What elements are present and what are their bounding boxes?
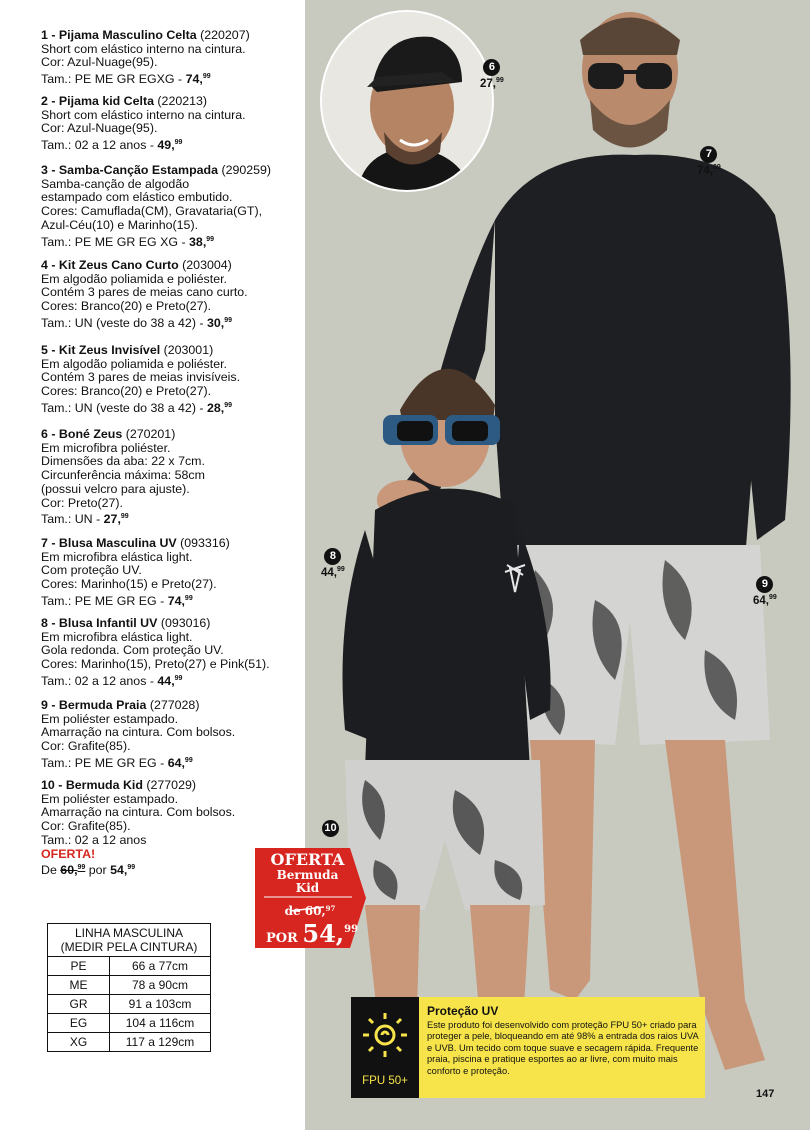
product-desc: Em microfibra poliéster.	[41, 440, 171, 455]
product-price-cents: 99	[174, 139, 183, 147]
cap-inset-photo	[320, 10, 494, 192]
product-price: 44,	[157, 673, 175, 688]
size-range: 66 a 77cm	[110, 957, 211, 976]
product-desc: Cores: Branco(20) e Preto(27).	[41, 384, 212, 399]
marker-price-cents: 99	[496, 77, 504, 84]
product-price-cents: 99	[174, 674, 183, 682]
product-code: (203001)	[163, 343, 214, 357]
product-price: 49,	[157, 138, 175, 153]
product-desc: Contém 3 pares de meias cano curto.	[41, 285, 248, 300]
product-sizes: Tam.: 02 a 12 anos -	[41, 138, 158, 153]
badge-por-text: POR	[265, 931, 303, 946]
product-desc: Em poliéster estampado.	[41, 711, 179, 726]
badge-title: OFERTA	[270, 850, 345, 869]
price-marker-8	[321, 548, 345, 579]
product-desc: Em algodão poliamida e poliéster.	[41, 271, 227, 286]
product-desc: Cor: Azul-Nuage(95).	[41, 121, 158, 136]
product-price: 64,	[167, 755, 185, 770]
product-desc: Contém 3 pares de meias invisíveis.	[41, 370, 241, 385]
product-number: 2	[41, 94, 48, 108]
table-row	[48, 957, 211, 976]
marker-price: 44,	[321, 567, 337, 579]
product-code: (220207)	[200, 28, 250, 42]
product-item: 6 - Boné Zeus (270201) Em microfibra poliéster. Dimensões da aba: 22 x 7cm. Circunferência máxima: 58cm (possui velcro para ajuste). Cor: Preto(27). Tam.: UN - 27,99	[41, 428, 303, 527]
product-name: Pijama kid Celta	[58, 94, 154, 108]
offer-new-price: 54,	[110, 863, 128, 878]
badge-old-price: 60,	[304, 904, 326, 918]
product-sizes: Tam.: PE ME GR EG -	[41, 593, 168, 608]
offer-new-price-cents: 99	[127, 864, 136, 872]
product-sizes: Tam.: UN -	[41, 512, 104, 527]
product-list-column	[0, 0, 305, 1130]
product-desc: Gola redonda. Com proteção UV.	[41, 643, 224, 658]
product-number: 7	[41, 536, 48, 550]
product-number: 9	[41, 698, 48, 712]
badge-old-price-cents: 97	[325, 904, 336, 913]
product-code: (093316)	[180, 536, 230, 550]
product-desc: Em poliéster estampado.	[41, 791, 179, 806]
size-range: 91 a 103cm	[110, 995, 211, 1014]
product-name: Kit Zeus Cano Curto	[58, 258, 179, 272]
product-price-cents: 99	[202, 73, 211, 81]
product-desc: Cores: Branco(20) e Preto(27).	[41, 299, 212, 314]
product-desc: Amarração na cintura. Com bolsos.	[41, 725, 236, 740]
product-code: (277029)	[146, 778, 196, 792]
product-desc: Em algodão poliamida e poliéster.	[41, 356, 227, 371]
product-desc: (possui velcro para ajuste).	[41, 481, 190, 496]
marker-price: 27,	[480, 78, 496, 90]
badge-new-price-cents: 99	[344, 924, 359, 935]
product-desc: Em microfibra elástica light.	[41, 629, 193, 644]
product-desc: Cores: Camuflada(CM), Gravataria(GT),	[41, 204, 263, 219]
product-code: (220213)	[157, 94, 208, 108]
price-marker-6	[480, 59, 504, 90]
product-sizes: Tam.: PE ME GR EG -	[41, 755, 168, 770]
size-code: XG	[48, 1033, 110, 1052]
product-number: 4	[41, 258, 48, 272]
marker-price-cents: 99	[713, 164, 721, 171]
product-number: 5	[41, 343, 48, 357]
product-item: 10 - Bermuda Kid (277029) Em poliéster estampado. Amarração na cintura. Com bolsos. Cor: Grafite(85). Tam.: 02 a 12 anos OFERTA! De 60,99 por 54,99	[41, 779, 303, 878]
product-code: (277028)	[149, 698, 200, 712]
cap-model-illustration	[322, 12, 494, 192]
uv-protection-box	[351, 997, 705, 1098]
product-price-cents: 99	[224, 401, 232, 409]
product-desc: Azul-Céu(10) e Marinho(15).	[41, 217, 199, 232]
product-price: 74,	[185, 72, 203, 87]
product-desc: Com proteção UV.	[41, 563, 142, 578]
product-desc: Cor: Grafite(85).	[41, 739, 131, 754]
product-desc: estampado com elástico embutido.	[41, 190, 233, 205]
size-code: EG	[48, 1014, 110, 1033]
fpu-label: FPU 50+	[362, 1075, 408, 1087]
sun-icon	[351, 997, 419, 1077]
uv-title: Proteção UV	[427, 1004, 499, 1018]
product-sizes: Tam.: UN (veste do 38 a 42) -	[41, 315, 207, 330]
product-item: 9 - Bermuda Praia (277028) Em poliéster estampado. Amarração na cintura. Com bolsos. Cor: Grafite(85). Tam.: PE ME GR EG - 64,99	[41, 699, 303, 771]
product-number: 3	[41, 163, 48, 177]
size-range: 78 a 90cm	[110, 976, 211, 995]
product-code: (290259)	[221, 163, 272, 177]
size-table-title: LINHA MASCULINA	[74, 926, 184, 940]
offer-badge	[252, 845, 368, 951]
product-desc: Cor: Grafite(85).	[41, 819, 131, 834]
product-desc: Cores: Marinho(15), Preto(27) e Pink(51).	[41, 657, 270, 672]
product-sizes: Tam.: UN (veste do 38 a 42) -	[41, 400, 207, 415]
product-sizes: Tam.: PE ME GR EGXG -	[41, 72, 186, 87]
product-name: Kit Zeus Invisível	[58, 343, 161, 357]
size-range: 104 a 116cm	[110, 1014, 211, 1033]
offer-old-price-cents: 99	[77, 864, 86, 872]
size-table-header	[48, 924, 211, 957]
price-marker-10	[322, 820, 339, 838]
size-code: PE	[48, 957, 110, 976]
product-name: Blusa Masculina UV	[58, 536, 177, 550]
product-sizes: Tam.: 02 a 12 anos -	[41, 673, 158, 688]
uv-description: Este produto foi desenvolvido com proteção FPU 50+ criado para proteger a pele, bloqueando em até 98% a entrada dos raios UVA e UVB. Um tecido com toque suave e secagem rápida. Frequente praia, piscina e pratique esportes ao ar livre, com muito mais conforto e proteção.	[427, 1020, 699, 1076]
marker-price: 64,	[753, 595, 769, 607]
product-price-cents: 99	[184, 594, 193, 602]
size-code: ME	[48, 976, 110, 995]
size-code: GR	[48, 995, 110, 1014]
badge-product-line2: Kid	[295, 881, 320, 895]
product-price-cents: 99	[184, 756, 193, 764]
product-desc: Em microfibra elástica light.	[41, 549, 193, 564]
marker-number: 8	[324, 548, 341, 565]
product-item: 5 - Kit Zeus Invisível (203001) Em algodão poliamida e poliéster. Contém 3 pares de meias invisíveis. Cores: Branco(20) e Preto(27). Tam.: UN (veste do 38 a 42) - 28,99	[41, 344, 303, 416]
badge-de-text: de	[284, 904, 305, 918]
product-desc: Cores: Marinho(15) e Preto(27).	[41, 577, 217, 592]
product-item: 1 - Pijama Masculino Celta (220207) Short com elástico interno na cintura. Cor: Azul-Nuage(95). Tam.: PE ME GR EGXG - 74,99	[41, 29, 303, 87]
page-number: 147	[756, 1088, 775, 1100]
product-price: 28,	[206, 400, 225, 415]
product-desc: Samba-canção de algodão	[41, 176, 190, 191]
table-row	[48, 1014, 211, 1033]
product-price: 74,	[167, 593, 185, 608]
product-item: 8 - Blusa Infantil UV (093016) Em microfibra elástica light. Gola redonda. Com proteção UV. Cores: Marinho(15), Preto(27) e Pink(51). Tam.: 02 a 12 anos - 44,99	[41, 617, 303, 689]
marker-number: 10	[322, 820, 339, 837]
price-marker-9	[753, 576, 777, 607]
marker-number: 6	[483, 59, 500, 76]
badge-product-line1: Bermuda	[276, 868, 339, 882]
badge-new-price: 54,	[302, 919, 345, 948]
product-price-cents: 99	[120, 513, 129, 521]
offer-old-price: 60,	[60, 863, 78, 878]
product-number: 6	[41, 427, 48, 441]
marker-price: 74,	[697, 165, 713, 177]
product-code: (203004)	[182, 258, 232, 272]
product-item: 2 - Pijama kid Celta (220213) Short com elástico interno na cintura. Cor: Azul-Nuage(95). Tam.: 02 a 12 anos - 49,99	[41, 95, 303, 153]
product-price-cents: 99	[206, 235, 215, 243]
product-item: 7 - Blusa Masculina UV (093316) Em microfibra elástica light. Com proteção UV. Cores: Marinho(15) e Preto(27). Tam.: PE ME GR EG - 74,99	[41, 537, 303, 609]
product-sizes: Tam.: PE ME GR EG XG -	[41, 234, 190, 249]
offer-label: OFERTA!	[41, 846, 96, 861]
product-desc: Dimensões da aba: 22 x 7cm.	[41, 454, 205, 469]
product-item: 3 - Samba-Canção Estampada (290259) Samba-canção de algodão estampado com elástico embutido. Cores: Camuflada(CM), Gravataria(GT), Azul-Céu(10) e Marinho(15). Tam.: PE ME GR EG XG - 38,99	[41, 164, 303, 249]
product-number: 8	[41, 616, 48, 630]
product-desc: Short com elástico interno na cintura.	[41, 107, 246, 122]
marker-number: 7	[700, 146, 717, 163]
product-name: Boné Zeus	[58, 427, 123, 441]
product-price: 27,	[103, 512, 121, 527]
product-name: Bermuda Kid	[65, 778, 143, 792]
offer-de-text: De	[41, 863, 61, 878]
table-row	[48, 995, 211, 1014]
product-code: (093016)	[160, 616, 211, 630]
product-code: (270201)	[125, 427, 176, 441]
product-name: Pijama Masculino Celta	[58, 28, 197, 42]
product-desc: Short com elástico interno na cintura.	[41, 41, 246, 56]
product-desc: Circunferência máxima: 58cm	[41, 468, 205, 483]
product-desc: Cor: Preto(27).	[41, 495, 123, 510]
table-row	[48, 1033, 211, 1052]
table-row	[48, 976, 211, 995]
marker-number: 9	[756, 576, 773, 593]
product-name: Bermuda Praia	[58, 698, 147, 712]
marker-price-cents: 99	[769, 594, 777, 601]
size-range: 117 a 129cm	[110, 1033, 211, 1052]
product-number: 10	[41, 778, 55, 792]
marker-price-cents: 99	[337, 566, 345, 573]
price-marker-7	[697, 146, 721, 177]
size-table-subtitle: (MEDIR PELA CINTURA)	[60, 940, 198, 954]
product-desc: Cor: Azul-Nuage(95).	[41, 55, 158, 70]
product-price: 38,	[189, 234, 207, 249]
product-desc: Amarração na cintura. Com bolsos.	[41, 805, 236, 820]
product-name: Samba-Canção Estampada	[58, 163, 218, 177]
product-number: 1	[41, 28, 48, 42]
product-item: 4 - Kit Zeus Cano Curto (203004) Em algodão poliamida e poliéster. Contém 3 pares de meias cano curto. Cores: Branco(20) e Preto(27). Tam.: UN (veste do 38 a 42) - 30,99	[41, 259, 303, 331]
product-price: 30,	[206, 315, 225, 330]
size-table	[47, 923, 211, 1052]
product-desc: Tam.: 02 a 12 anos	[41, 832, 147, 847]
product-price-cents: 99	[224, 316, 232, 324]
offer-por-text: por	[85, 863, 111, 878]
uv-icon-panel	[351, 997, 419, 1098]
product-name: Blusa Infantil UV	[58, 616, 158, 630]
